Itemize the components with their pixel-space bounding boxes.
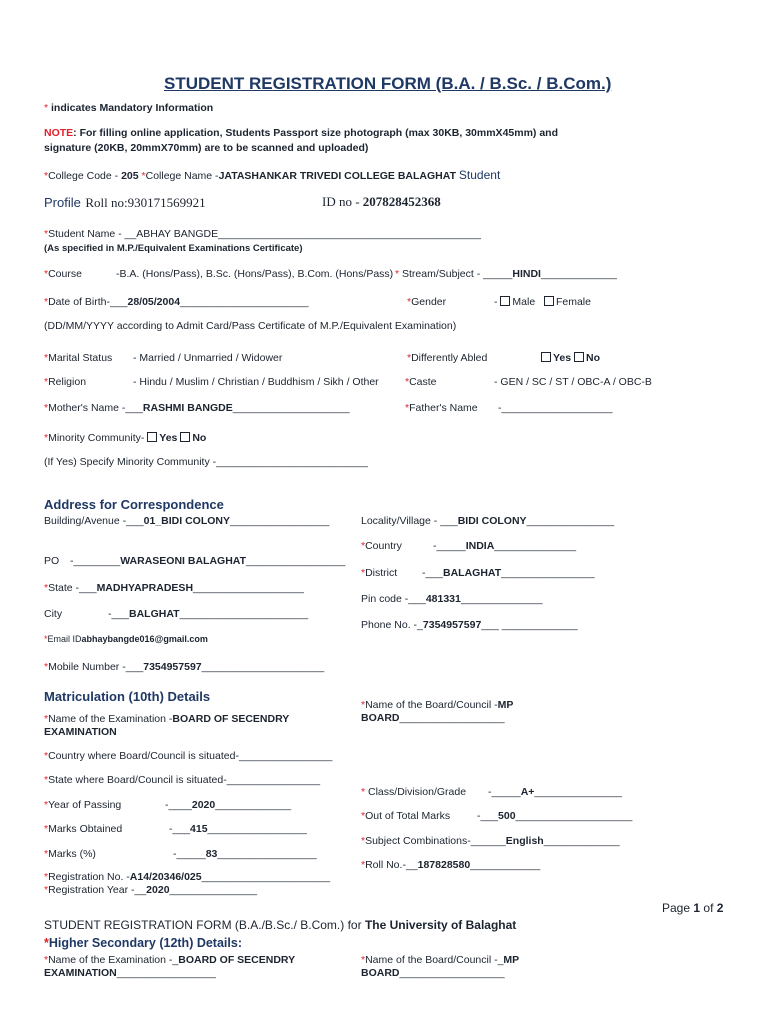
matric-heading: Matriculation (10th) Details: [44, 689, 211, 704]
abled-yes-checkbox[interactable]: [541, 352, 551, 362]
higher-exam-label: *Name of the Examination -_BOARD OF SECENDRY: [44, 954, 296, 966]
higher-board-label: *Name of the Board/Council -_MP: [361, 954, 520, 966]
stream-field[interactable]: HINDI: [512, 268, 541, 280]
matric-country-row: *Country where Board/Council is situated-________________: [44, 750, 333, 762]
year-row: -____2020_____________: [165, 799, 292, 811]
caste-options[interactable]: - GEN / SC / ST / OBC-A / OBC-B: [494, 376, 652, 388]
obtained-label: *Marks Obtained: [44, 823, 123, 835]
matric-state-row: *State where Board/Council is situated-________________: [44, 774, 321, 786]
grade-field[interactable]: A+: [520, 786, 535, 798]
page2-header: STUDENT REGISTRATION FORM (B.A./B.Sc./ B.Com.) for The University of Balaghat: [44, 918, 517, 932]
obtained-row: -___415_________________: [169, 823, 307, 835]
regyear-field[interactable]: 2020: [146, 884, 170, 896]
phone-field[interactable]: 7354957597: [422, 619, 482, 631]
abled-no-checkbox[interactable]: [574, 352, 584, 362]
higher-exam-field[interactable]: BOARD OF SECENDRY: [178, 954, 296, 966]
locality-field[interactable]: BIDI COLONY: [457, 515, 527, 527]
locality-row: Locality/Village - ___BIDI COLONY_______________: [361, 515, 615, 527]
caste-label: *Caste: [405, 376, 437, 388]
matric-exam-label: *Name of the Examination -BOARD OF SECENDRY: [44, 713, 290, 725]
po-label: PO: [44, 555, 60, 567]
father-label: *Father's Name: [405, 402, 478, 414]
minority-specify-field[interactable]: (If Yes) Specify Minority Community -__________________________: [44, 456, 368, 468]
grade-row: -_____A+_______________: [488, 786, 623, 798]
subjects-field[interactable]: English: [505, 835, 544, 847]
id-number-row: ID no - 207828452368: [322, 194, 441, 209]
matric-board-line2: BOARD__________________: [361, 712, 505, 724]
country-label: *Country: [361, 540, 402, 552]
total-label: *Out of Total Marks: [361, 810, 451, 822]
dob-field[interactable]: 28/05/2004: [127, 296, 181, 308]
country-field-row: -_____INDIA______________: [433, 540, 577, 552]
city-field[interactable]: BALGHAT: [129, 608, 180, 620]
year-field[interactable]: 2020: [191, 799, 216, 811]
matric-exam-field[interactable]: BOARD OF SECENDRY: [172, 713, 290, 725]
phone-row: Phone No. -_7354957597___ _____________: [361, 619, 578, 631]
state-row: *State -___MADHYAPRADESH___________________: [44, 582, 304, 594]
roll-number[interactable]: 930171569921: [127, 195, 206, 210]
stream-row: * Stream/Subject - _____HINDI_____________: [395, 268, 617, 280]
college-code[interactable]: 205: [121, 170, 139, 182]
course-row: *Course: [44, 268, 82, 280]
religion-options[interactable]: - Hindu / Muslim / Christian / Buddhism / Sikh / Other: [133, 376, 379, 388]
higher-board-field[interactable]: MP: [503, 954, 520, 966]
form-title: STUDENT REGISTRATION FORM (B.A. / B.Sc. / B.Com.): [164, 74, 612, 93]
roll-row: *Roll No.-__187828580____________: [361, 859, 541, 871]
minority-yes-checkbox[interactable]: [147, 432, 157, 442]
student-name-field[interactable]: - __ABHAY BANGDE_____________________________________________: [118, 228, 481, 240]
pin-row: Pin code -___481331______________: [361, 593, 543, 605]
gender-label: *Gender: [407, 296, 447, 308]
city-row: -___BALGHAT______________________: [108, 608, 309, 620]
state-field[interactable]: MADHYAPRADESH: [96, 582, 194, 594]
marital-options[interactable]: - Married / Unmarried / Widower: [133, 352, 283, 364]
college-name[interactable]: JATASHANKAR TRIVEDI COLLEGE BALAGHAT: [218, 170, 456, 182]
note-line-2: signature (20KB, 20mmX70mm) are to be scanned and uploaded): [44, 142, 369, 154]
regno-row: *Registration No. -A14/20346/025______________________: [44, 871, 331, 883]
gender-female-checkbox[interactable]: [544, 296, 554, 306]
profile-row: Profile Roll no:930171569921: [44, 195, 206, 210]
percent-label: *Marks (%): [44, 848, 96, 860]
total-row: -___500____________________: [477, 810, 633, 822]
building-field[interactable]: 01_BIDI COLONY: [143, 515, 231, 527]
student-name-row: *Student Name - __ABHAY BANGDE_____________________________________________: [44, 228, 481, 240]
percent-row: -_____83_________________: [173, 848, 317, 860]
email-field[interactable]: abhaybangde016@gmail.com: [81, 634, 208, 644]
abled-options: Yes No: [541, 352, 600, 364]
gender-options: - Male Female: [494, 296, 591, 308]
mobile-row: *Mobile Number -___7354957597_____________________: [44, 661, 325, 673]
district-row: -___BALAGHAT________________: [422, 567, 595, 579]
higher-board-line2: BOARD__________________: [361, 967, 505, 979]
matric-roll-field[interactable]: 187828580: [417, 859, 471, 871]
email-row: *Email IDabhaybangde016@gmail.com: [44, 634, 208, 644]
mother-row: *Mother's Name -___RASHMI BANGDE____________________: [44, 402, 350, 414]
dob-note: (DD/MM/YYYY according to Admit Card/Pass Certificate of M.P./Equivalent Examination): [44, 320, 457, 332]
subjects-row: *Subject Combinations-______English_____________: [361, 835, 620, 847]
higher-exam-line2: EXAMINATION_________________: [44, 967, 217, 979]
total-field[interactable]: 500: [498, 810, 516, 822]
regno-field[interactable]: A14/20346/025: [129, 871, 202, 883]
district-label: *District: [361, 567, 398, 579]
father-name-field[interactable]: -___________________: [498, 402, 613, 414]
dob-row: *Date of Birth-___28/05/2004______________________: [44, 296, 309, 308]
building-row: Building/Avenue -___01_BIDI COLONY_________________: [44, 515, 330, 527]
grade-label: * Class/Division/Grade: [361, 786, 467, 798]
obtained-field[interactable]: 415: [190, 823, 208, 835]
pin-field[interactable]: 481331: [425, 593, 461, 605]
po-row: -________WARASEONI BALAGHAT_________________: [70, 555, 346, 567]
marital-label: *Marital Status: [44, 352, 113, 364]
college-row: *College Code - 205 *College Name -JATASHANKAR TRIVEDI COLLEGE BALAGHAT Student: [44, 168, 501, 182]
religion-label: *Religion: [44, 376, 87, 388]
note-line-1: NOTE: For filling online application, Students Passport size photograph (max 30KB, 30mmX45mm) and: [44, 127, 558, 139]
country-field[interactable]: INDIA: [465, 540, 495, 552]
district-field[interactable]: BALAGHAT: [443, 567, 502, 579]
city-label: City: [44, 608, 63, 620]
minority-row: *Minority Community- Yes No: [44, 432, 207, 444]
higher-heading: *Higher Secondary (12th) Details:: [44, 936, 242, 950]
student-name-note: (As specified in M.P./Equivalent Examinations Certificate): [44, 243, 303, 254]
abled-label: *Differently Abled: [407, 352, 488, 364]
page-number: Page 1 of 2: [662, 901, 724, 915]
po-field[interactable]: WARASEONI BALAGHAT: [120, 555, 247, 567]
mother-name-field[interactable]: RASHMI BANGDE: [142, 402, 233, 414]
mandatory-note: * indicates Mandatory Information: [44, 102, 214, 114]
year-label: *Year of Passing: [44, 799, 122, 811]
mobile-field[interactable]: 7354957597: [143, 661, 202, 673]
course-options[interactable]: -B.A. (Hons/Pass), B.Sc. (Hons/Pass), B.Com. (Hons/Pass): [116, 268, 394, 280]
matric-country-field[interactable]: ________________: [238, 750, 333, 762]
minority-no-checkbox[interactable]: [180, 432, 190, 442]
regyear-row: *Registration Year -__2020_______________: [44, 884, 258, 896]
gender-male-checkbox[interactable]: [500, 296, 510, 306]
matric-board-field[interactable]: MP: [497, 699, 514, 711]
matric-board-label: *Name of the Board/Council -MP: [361, 699, 514, 711]
percent-field[interactable]: 83: [205, 848, 218, 860]
matric-exam-line2: EXAMINATION: [44, 726, 117, 738]
id-number[interactable]: 207828452368: [362, 194, 441, 209]
matric-state-field[interactable]: ________________: [226, 774, 321, 786]
address-heading: Address for Correspondence: [44, 497, 224, 512]
